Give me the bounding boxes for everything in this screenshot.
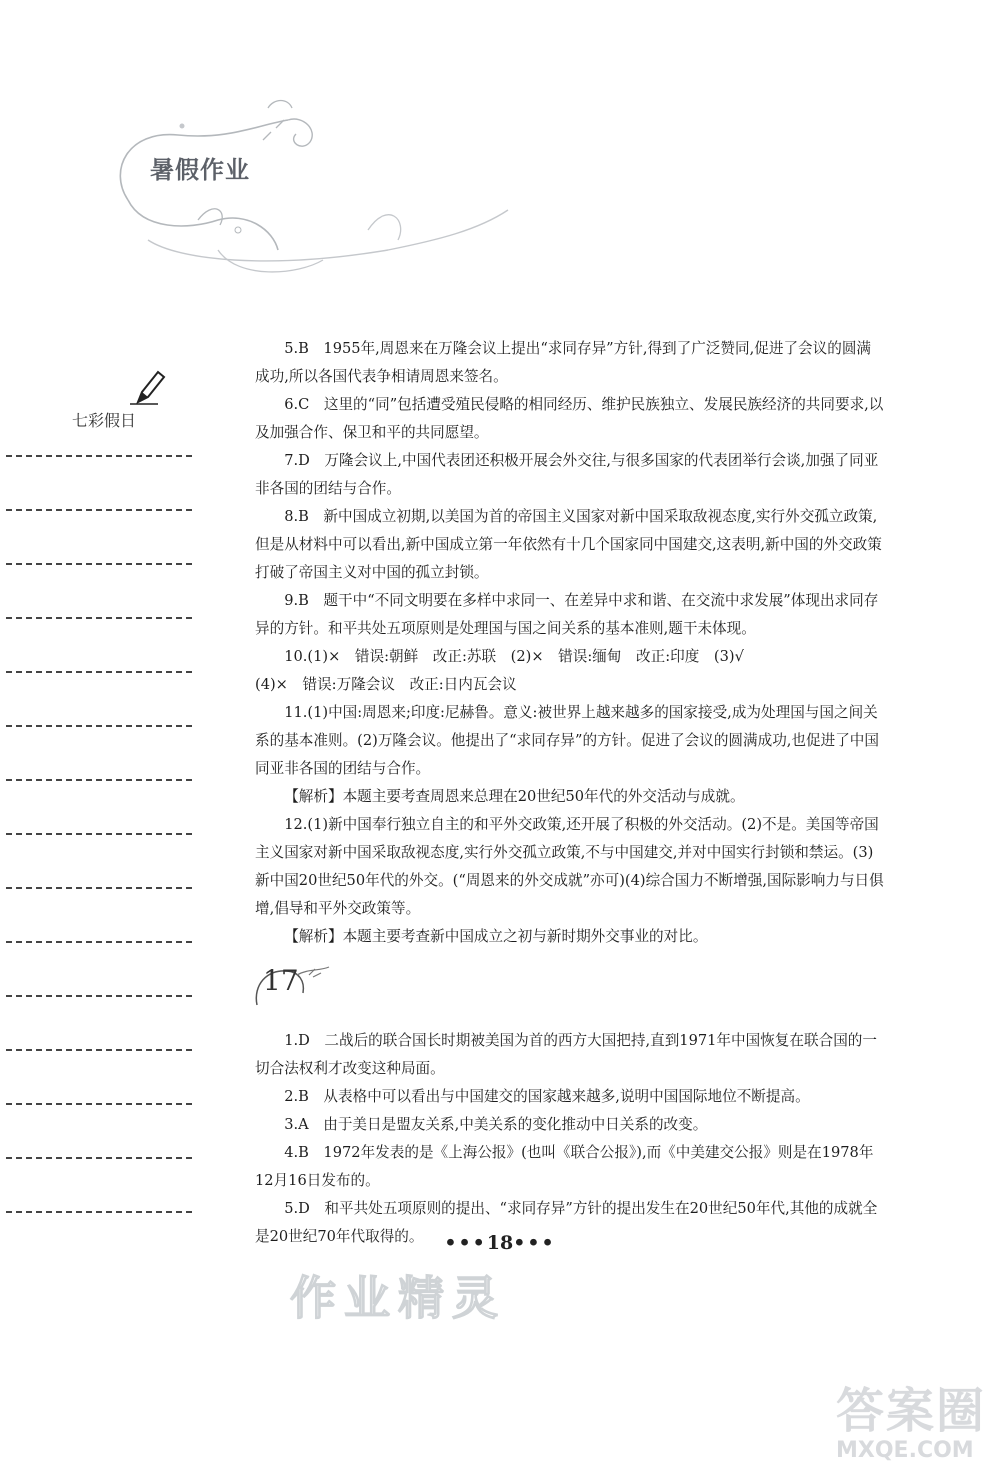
- page-dots-right: •••: [513, 1232, 556, 1254]
- answer-paragraph: 1.D 二战后的联合国长时期被美国为首的西方大国把持,直到1971年中国恢复在联合国的一切合法权利才改变这种局面。: [255, 1032, 877, 1077]
- answer-paragraph: 4.B 1972年发表的是《上海公报》(也叫《联合公报》),而《中美建交公报》则是在1978年12月16日发布的。: [255, 1144, 874, 1189]
- answer-paragraph: 7.D 万隆会议上,中国代表团还积极开展会外交往,与很多国家的代表团举行会谈,加强了同亚非各国的团结与合作。: [255, 452, 879, 497]
- site-watermark-url: MXQE.COM: [836, 1438, 974, 1463]
- answer-paragraph: 6.C 这里的“同”包括遭受殖民侵略的相同经历、维护民族独立、发展民族经济的共同要求,以及加强合作、保卫和平的共同愿望。: [255, 396, 884, 441]
- answer-paragraph: 5.B 1955年,周恩来在万隆会议上提出“求同存异”方针,得到了广泛赞同,促进了会议的圆满成功,所以各国代表争相请周恩来签名。: [255, 340, 872, 385]
- note-line: [6, 1157, 192, 1159]
- analysis-paragraph: 【解析】本题主要考查周恩来总理在20世纪50年代的外交活动与成就。: [284, 788, 745, 805]
- header-ornament: [88, 80, 518, 290]
- answer-content: [255, 335, 885, 1251]
- note-line: [6, 725, 192, 727]
- page-number: [0, 1232, 1000, 1254]
- answer-paragraph: 10.(1)× 错误:朝鲜 改正:苏联 (2)× 错误:缅甸 改正:印度 (3)√: [284, 648, 744, 665]
- site-watermark-text: 答案圈: [836, 1383, 987, 1439]
- note-line: [6, 1049, 192, 1051]
- note-line: [6, 1103, 192, 1105]
- brand-label: 七彩假日: [72, 411, 137, 430]
- answer-paragraph: 9.B 题干中“不同文明要在多样中求同一、在差异中求和谐、在交流中求发展”体现出求同存异的方针。和平共处五项原则是处理国与国之间关系的基本准则,题干未体现。: [255, 592, 879, 637]
- answer-paragraph: (4)× 错误:万隆会议 改正:日内瓦会议: [255, 676, 517, 693]
- note-line: [6, 1211, 192, 1213]
- note-lines: [6, 455, 192, 1265]
- note-line: [6, 617, 192, 619]
- note-line: [6, 455, 192, 457]
- page-number-value: 18: [486, 1232, 514, 1254]
- answer-paragraph: 2.B 从表格中可以看出与中国建交的国家越来越多,说明中国国际地位不断提高。: [284, 1088, 810, 1105]
- note-line: [6, 995, 192, 997]
- site-watermark: [836, 1372, 996, 1468]
- note-line: [6, 671, 192, 673]
- section-number: 17: [263, 964, 299, 997]
- note-line: [6, 779, 192, 781]
- answer-paragraph: 3.A 由于美日是盟友关系,中美关系的变化推动中日关系的改变。: [284, 1116, 708, 1133]
- watermark: 作业精灵: [290, 1271, 506, 1325]
- note-line: [6, 887, 192, 889]
- note-line: [6, 833, 192, 835]
- note-line: [6, 941, 192, 943]
- answer-paragraph: 11.(1)中国:周恩来;印度:尼赫鲁。意义:被世界上越来越多的国家接受,成为处理国与国之间关系的基本准则。(2)万隆会议。他提出了“求同存异”的方针。促进了会议的圆满成功,也促进了中国同亚非各国的团结与合作。: [255, 704, 879, 777]
- answer-paragraph: 12.(1)新中国奉行独立自主的和平外交政策,还开展了积极的外交活动。(2)不是。美国等帝国主义国家对新中国采取敌视态度,实行外交孤立政策,不与中国建交,并对中国实行封锁和禁运。(3)新中国20世纪50年代的外交。(“周恩来的外交成就”亦可)(4)综合国力不断增强,国际影响力与日俱增,倡导和平外交政策等。: [255, 816, 884, 917]
- answer-paragraph: 8.B 新中国成立初期,以美国为首的帝国主义国家对新中国采取敌视态度,实行外交孤立政策,但是从材料中可以看出,新中国成立第一年依然有十几个国家同中国建交,这表明,新中国的外交政策打破了帝国主义对中国的孤立封锁。: [255, 508, 882, 581]
- page-dots-left: •••: [444, 1232, 487, 1254]
- answer-paragraph: 5.D 和平共处五项原则的提出、“求同存异”方针的提出发生在20世纪50年代,其他的成就全是20世纪70年代取得的。: [255, 1200, 878, 1245]
- note-line: [6, 563, 192, 565]
- note-line: [6, 509, 192, 511]
- section-number-badge: [253, 965, 333, 1011]
- header-title: 暑假作业: [150, 156, 250, 184]
- pencil-icon: [128, 368, 168, 408]
- analysis-paragraph: 【解析】本题主要考查新中国成立之初与新时期外交事业的对比。: [284, 928, 708, 945]
